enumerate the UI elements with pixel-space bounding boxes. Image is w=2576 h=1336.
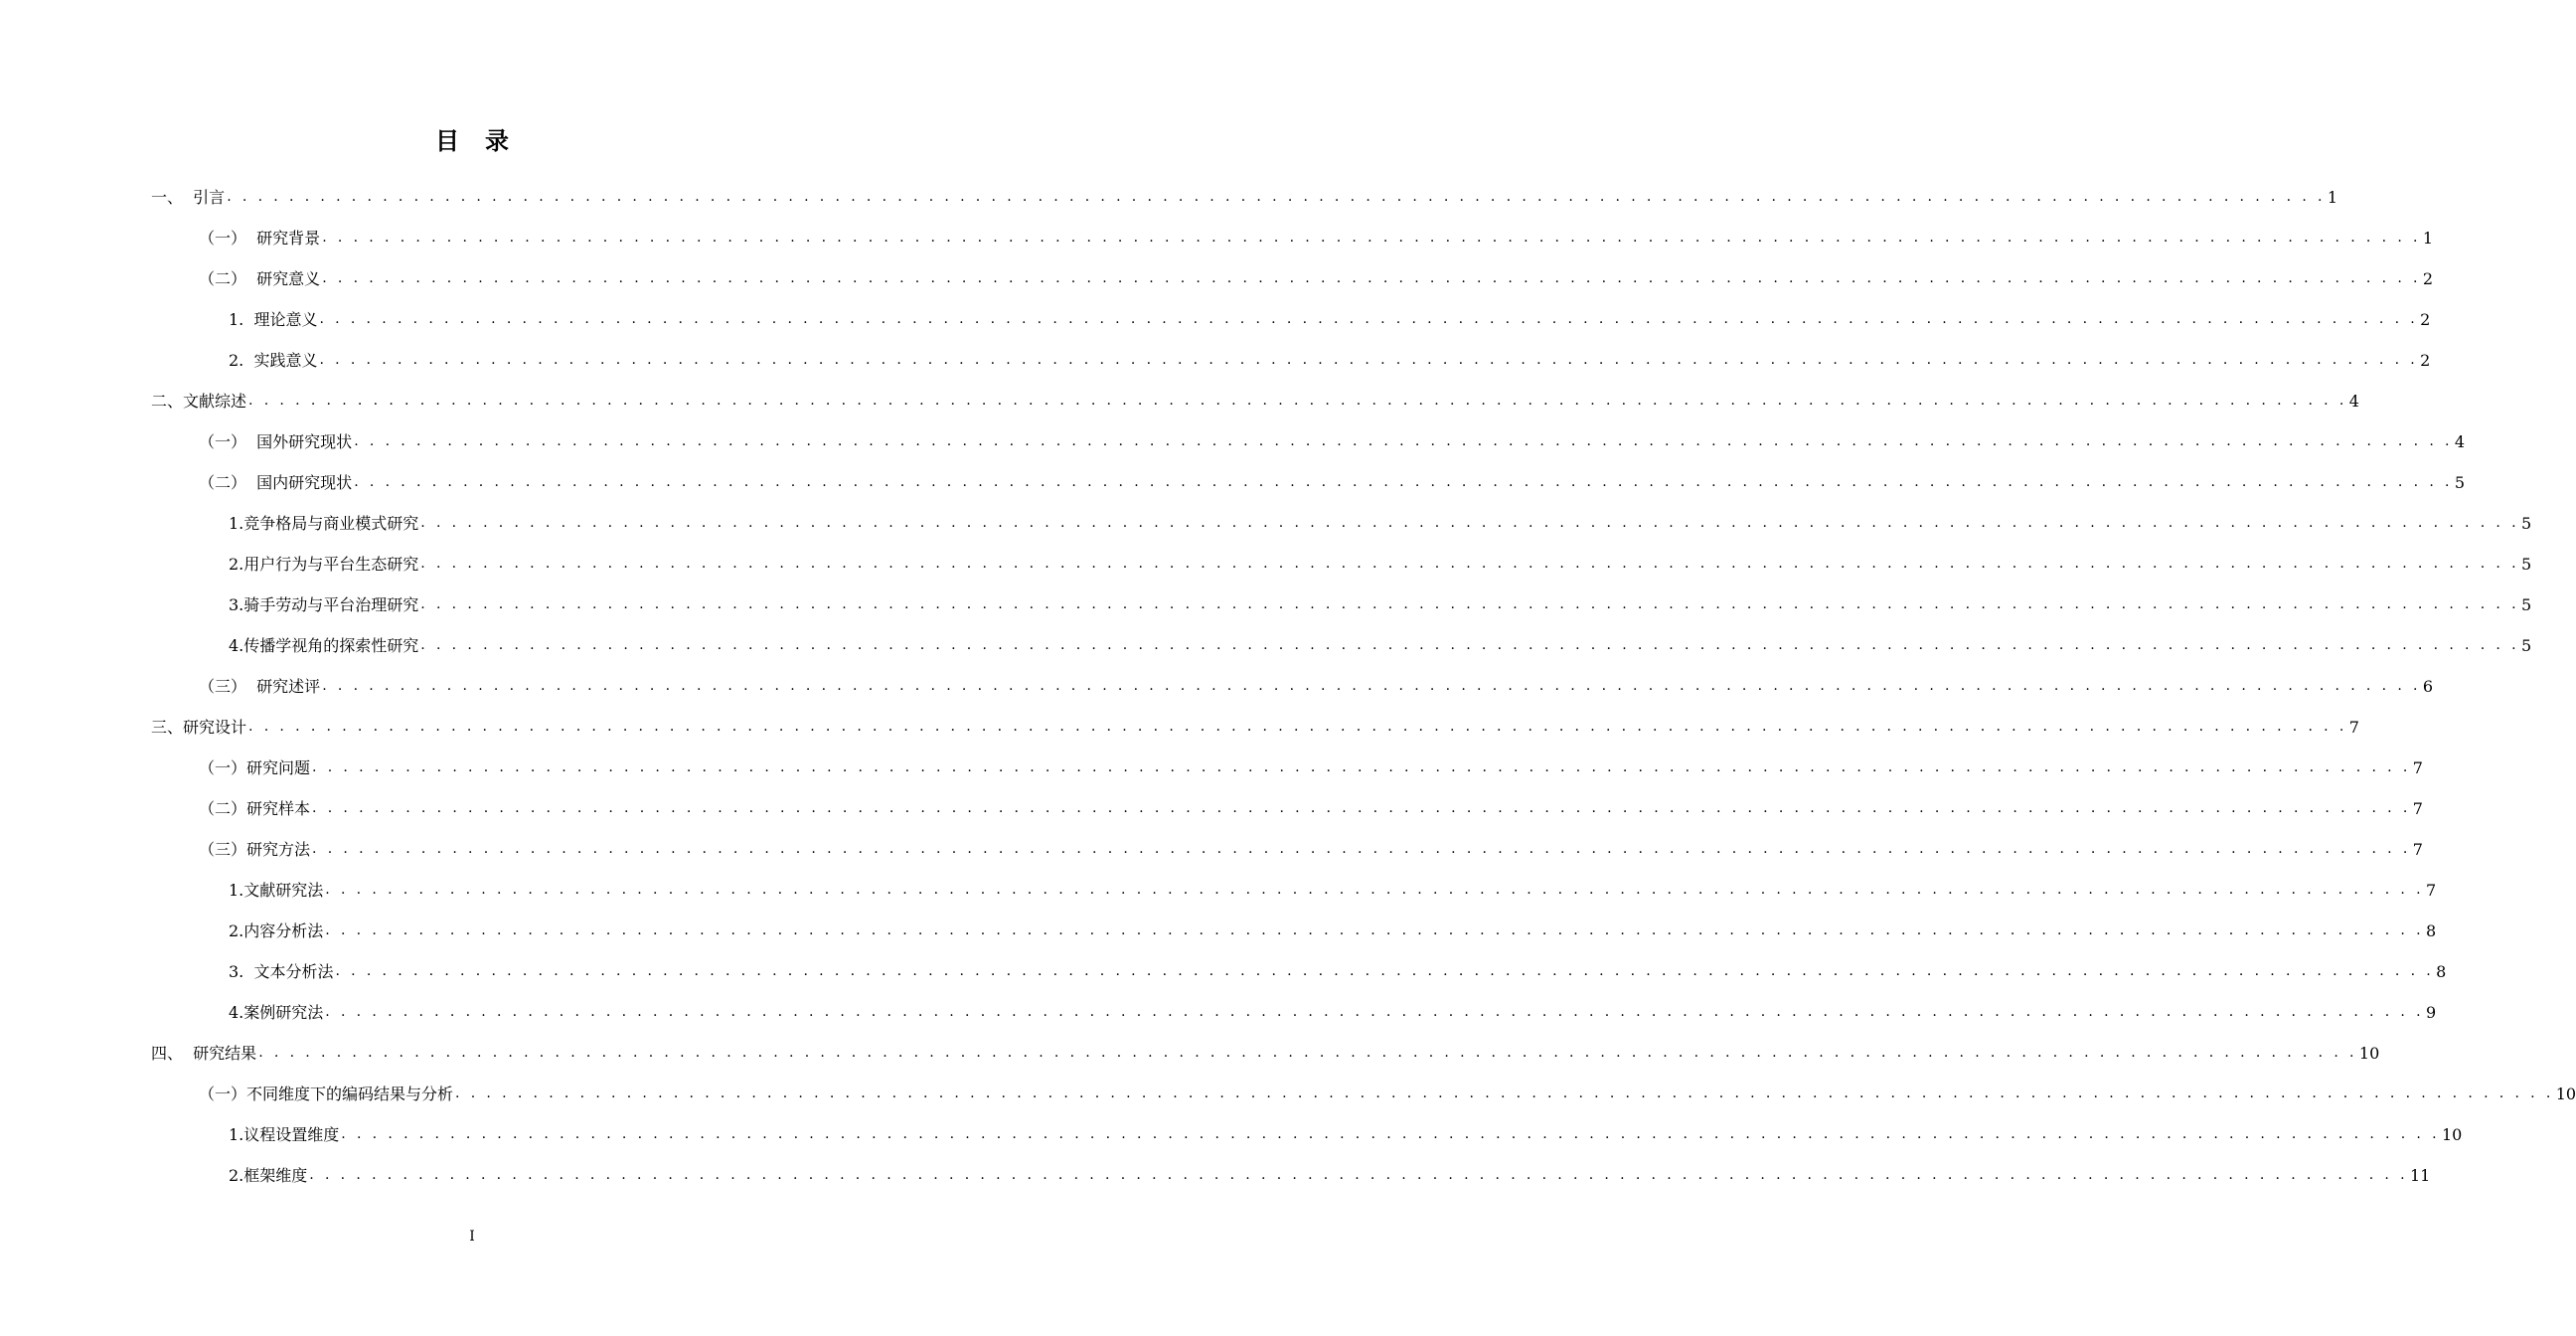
toc-entry-page: 1: [2422, 229, 2434, 248]
toc-leader: . . . . . . . . . . . . . . . . . . . . . . . . . . . . . . . . . . . . . . . . . . . . . . . . . . . . . . . . . . . . . . . . . . . . . . . . . . . . . . . . . . . . . . . . . . . . . . . . . . . . . . . . . . . . . . . . . . . . . . . . . . . . . . . . . . . . . . .: [455, 1086, 2554, 1101]
toc-entry[interactable]: [199, 1074, 2576, 1114]
toc-leader: . . . . . . . . . . . . . . . . . . . . . . . . . . . . . . . . . . . . . . . . . . . . . . . . . . . . . . . . . . . . . . . . . . . . . . . . . . . . . . . . . . . . . . . . . . . . . . . . . . . . . . . . . . . . . . . . . . . . . . . . . . . . . . . . . . . . . . .: [312, 841, 2411, 857]
toc-entry-label: （一） 国外研究现状: [199, 432, 353, 451]
toc-entry-label: 2.框架维度: [229, 1166, 308, 1185]
page-number: I: [469, 1229, 475, 1245]
toc-entry-page: 10: [2441, 1125, 2463, 1144]
toc-entry-label: 四、 研究结果: [151, 1044, 257, 1063]
toc-entry-label: 3.骑手劳动与平台治理研究: [229, 595, 419, 614]
toc-title-char-1: 目: [435, 126, 459, 155]
toc-leader: . . . . . . . . . . . . . . . . . . . . . . . . . . . . . . . . . . . . . . . . . . . . . . . . . . . . . . . . . . . . . . . . . . . . . . . . . . . . . . . . . . . . . . . . . . . . . . . . . . . . . . . . . . . . . . . . . . . . . . . . . . . . . . . . . . . . . . .: [325, 1004, 2424, 1020]
toc-entry-label: 3. 文本分析法: [229, 962, 334, 981]
toc-leader: . . . . . . . . . . . . . . . . . . . . . . . . . . . . . . . . . . . . . . . . . . . . . . . . . . . . . . . . . . . . . . . . . . . . . . . . . . . . . . . . . . . . . . . . . . . . . . . . . . . . . . . . . . . . . . . . . . . . . . . . . . . . . . . . . . . . . . .: [420, 637, 2519, 653]
toc-leader: . . . . . . . . . . . . . . . . . . . . . . . . . . . . . . . . . . . . . . . . . . . . . . . . . . . . . . . . . . . . . . . . . . . . . . . . . . . . . . . . . . . . . . . . . . . . . . . . . . . . . . . . . . . . . . . . . . . . . . . . . . . . . . . . . . . . . . .: [322, 270, 2421, 286]
toc-entry-page: 7: [2348, 718, 2359, 737]
toc-entry[interactable]: [151, 1033, 2380, 1074]
toc-entry-page: 7: [2412, 840, 2423, 859]
toc-title-char-2: 录: [485, 126, 509, 155]
toc-leader: . . . . . . . . . . . . . . . . . . . . . . . . . . . . . . . . . . . . . . . . . . . . . . . . . . . . . . . . . . . . . . . . . . . . . . . . . . . . . . . . . . . . . . . . . . . . . . . . . . . . . . . . . . . . . . . . . . . . . . . . . . . . . . . . . . . . . . .: [341, 1126, 2440, 1142]
toc-entry-label: （一）不同维度下的编码结果与分析: [199, 1085, 454, 1103]
toc-leader: . . . . . . . . . . . . . . . . . . . . . . . . . . . . . . . . . . . . . . . . . . . . . . . . . . . . . . . . . . . . . . . . . . . . . . . . . . . . . . . . . . . . . . . . . . . . . . . . . . . . . . . . . . . . . . . . . . . . . . . . . . . . . . . . . . . . . . .: [325, 882, 2424, 898]
toc-entry-page: 1: [2327, 188, 2338, 207]
toc-entry-page: 7: [2412, 799, 2423, 818]
toc-entry-page: 7: [2425, 881, 2437, 900]
toc-entry[interactable]: [199, 218, 2434, 258]
toc-entry-label: 三、研究设计: [151, 718, 247, 737]
toc-leader: . . . . . . . . . . . . . . . . . . . . . . . . . . . . . . . . . . . . . . . . . . . . . . . . . . . . . . . . . . . . . . . . . . . . . . . . . . . . . . . . . . . . . . . . . . . . . . . . . . . . . . . . . . . . . . . . . . . . . . . . . . . . . . . . . . . . . . .: [309, 1167, 2408, 1183]
toc-entry[interactable]: [229, 951, 2447, 992]
toc-entry[interactable]: [229, 992, 2437, 1033]
toc-entry-page: 5: [2520, 555, 2532, 574]
toc-leader: . . . . . . . . . . . . . . . . . . . . . . . . . . . . . . . . . . . . . . . . . . . . . . . . . . . . . . . . . . . . . . . . . . . . . . . . . . . . . . . . . . . . . . . . . . . . . . . . . . . . . . . . . . . . . . . . . . . . . . . . . . . . . . . . . . . . . . .: [335, 963, 2435, 979]
toc-title: [0, 123, 944, 159]
toc-entry-label: 二、文献综述: [151, 392, 247, 411]
toc-entry-label: 一、 引言: [151, 188, 226, 207]
toc-leader: . . . . . . . . . . . . . . . . . . . . . . . . . . . . . . . . . . . . . . . . . . . . . . . . . . . . . . . . . . . . . . . . . . . . . . . . . . . . . . . . . . . . . . . . . . . . . . . . . . . . . . . . . . . . . . . . . . . . . . . . . . . . . . . . . . . . . . .: [312, 759, 2411, 775]
toc-entry-label: 1.文献研究法: [229, 881, 324, 900]
toc-entry[interactable]: [199, 666, 2434, 707]
toc-entry-page: 11: [2409, 1166, 2431, 1185]
toc-leader: . . . . . . . . . . . . . . . . . . . . . . . . . . . . . . . . . . . . . . . . . . . . . . . . . . . . . . . . . . . . . . . . . . . . . . . . . . . . . . . . . . . . . . . . . . . . . . . . . . . . . . . . . . . . . . . . . . . . . . . . . . . . . . . . . . . . . . .: [354, 433, 2453, 449]
toc-leader: . . . . . . . . . . . . . . . . . . . . . . . . . . . . . . . . . . . . . . . . . . . . . . . . . . . . . . . . . . . . . . . . . . . . . . . . . . . . . . . . . . . . . . . . . . . . . . . . . . . . . . . . . . . . . . . . . . . . . . . . . . . . . . . . . . . . . . .: [312, 800, 2411, 816]
toc-entry-page: 5: [2520, 514, 2532, 533]
toc-entry[interactable]: [229, 299, 2431, 340]
toc-entry[interactable]: [199, 748, 2423, 788]
toc-leader: . . . . . . . . . . . . . . . . . . . . . . . . . . . . . . . . . . . . . . . . . . . . . . . . . . . . . . . . . . . . . . . . . . . . . . . . . . . . . . . . . . . . . . . . . . . . . . . . . . . . . . . . . . . . . . . . . . . . . . . . . . . . . . . . . . . . . . .: [227, 189, 2326, 205]
toc-entry-label: （三）研究方法: [199, 840, 311, 859]
toc-leader: . . . . . . . . . . . . . . . . . . . . . . . . . . . . . . . . . . . . . . . . . . . . . . . . . . . . . . . . . . . . . . . . . . . . . . . . . . . . . . . . . . . . . . . . . . . . . . . . . . . . . . . . . . . . . . . . . . . . . . . . . . . . . . . . . . . . . . .: [322, 230, 2421, 246]
toc-entry-label: （二） 国内研究现状: [199, 473, 353, 492]
toc-entry-page: 4: [2348, 392, 2359, 411]
toc-entry-page: 2: [2422, 269, 2434, 288]
toc-entry-label: 2.用户行为与平台生态研究: [229, 555, 419, 574]
toc-leader: . . . . . . . . . . . . . . . . . . . . . . . . . . . . . . . . . . . . . . . . . . . . . . . . . . . . . . . . . . . . . . . . . . . . . . . . . . . . . . . . . . . . . . . . . . . . . . . . . . . . . . . . . . . . . . . . . . . . . . . . . . . . . . . . . . . . . . .: [319, 311, 2419, 327]
toc-leader: . . . . . . . . . . . . . . . . . . . . . . . . . . . . . . . . . . . . . . . . . . . . . . . . . . . . . . . . . . . . . . . . . . . . . . . . . . . . . . . . . . . . . . . . . . . . . . . . . . . . . . . . . . . . . . . . . . . . . . . . . . . . . . . . . . . . . . .: [248, 393, 2347, 409]
toc-entry-page: 9: [2425, 1003, 2437, 1022]
toc-entry[interactable]: [229, 503, 2532, 544]
toc-entry[interactable]: [229, 1114, 2463, 1155]
toc-entry[interactable]: [229, 625, 2532, 666]
toc-leader: . . . . . . . . . . . . . . . . . . . . . . . . . . . . . . . . . . . . . . . . . . . . . . . . . . . . . . . . . . . . . . . . . . . . . . . . . . . . . . . . . . . . . . . . . . . . . . . . . . . . . . . . . . . . . . . . . . . . . . . . . . . . . . . . . . . . . . .: [325, 922, 2424, 938]
toc-entry[interactable]: [229, 1155, 2431, 1196]
toc-entry[interactable]: [229, 911, 2437, 951]
toc-entry-page: 4: [2454, 432, 2466, 451]
toc-leader: . . . . . . . . . . . . . . . . . . . . . . . . . . . . . . . . . . . . . . . . . . . . . . . . . . . . . . . . . . . . . . . . . . . . . . . . . . . . . . . . . . . . . . . . . . . . . . . . . . . . . . . . . . . . . . . . . . . . . . . . . . . . . . . . . . . . . . .: [354, 474, 2453, 490]
toc-leader: . . . . . . . . . . . . . . . . . . . . . . . . . . . . . . . . . . . . . . . . . . . . . . . . . . . . . . . . . . . . . . . . . . . . . . . . . . . . . . . . . . . . . . . . . . . . . . . . . . . . . . . . . . . . . . . . . . . . . . . . . . . . . . . . . . . . . . .: [319, 352, 2419, 368]
toc-entry[interactable]: [199, 462, 2466, 503]
toc-entry-label: （一）研究问题: [199, 758, 311, 777]
toc-leader: . . . . . . . . . . . . . . . . . . . . . . . . . . . . . . . . . . . . . . . . . . . . . . . . . . . . . . . . . . . . . . . . . . . . . . . . . . . . . . . . . . . . . . . . . . . . . . . . . . . . . . . . . . . . . . . . . . . . . . . . . . . . . . . . . . . . . . .: [248, 719, 2347, 735]
toc-entry-label: 4.传播学视角的探索性研究: [229, 636, 419, 655]
toc-entry-page: 6: [2422, 677, 2434, 696]
toc-entry[interactable]: [229, 584, 2532, 625]
toc-entry-label: 2.内容分析法: [229, 921, 324, 940]
toc-entry[interactable]: [199, 788, 2423, 829]
toc-entry-page: 5: [2454, 473, 2466, 492]
toc-entry-page: 5: [2520, 636, 2532, 655]
toc-entry-page: 7: [2412, 758, 2423, 777]
toc-entry[interactable]: [229, 544, 2532, 584]
toc-entry-page: 2: [2420, 351, 2431, 370]
toc-entry-page: 10: [2555, 1085, 2576, 1103]
toc-entry-page: 8: [2425, 921, 2437, 940]
toc-entry-label: （二）研究样本: [199, 799, 311, 818]
toc-entry-label: （二） 研究意义: [199, 269, 321, 288]
toc-entry[interactable]: [229, 340, 2431, 381]
toc-entry-label: 1.竞争格局与商业模式研究: [229, 514, 419, 533]
toc-entry-page: 8: [2436, 962, 2447, 981]
toc-entry-page: 10: [2358, 1044, 2380, 1063]
toc-entry-label: 1.议程设置维度: [229, 1125, 340, 1144]
toc-entry-label: （一） 研究背景: [199, 229, 321, 248]
toc-entry-label: 2. 实践意义: [229, 351, 318, 370]
toc-entry[interactable]: [151, 381, 2359, 421]
toc-entry-page: 2: [2420, 310, 2431, 329]
toc-leader: . . . . . . . . . . . . . . . . . . . . . . . . . . . . . . . . . . . . . . . . . . . . . . . . . . . . . . . . . . . . . . . . . . . . . . . . . . . . . . . . . . . . . . . . . . . . . . . . . . . . . . . . . . . . . . . . . . . . . . . . . . . . . . . . . . . . . . .: [258, 1045, 2357, 1061]
toc-leader: . . . . . . . . . . . . . . . . . . . . . . . . . . . . . . . . . . . . . . . . . . . . . . . . . . . . . . . . . . . . . . . . . . . . . . . . . . . . . . . . . . . . . . . . . . . . . . . . . . . . . . . . . . . . . . . . . . . . . . . . . . . . . . . . . . . . . . .: [420, 515, 2519, 531]
toc-leader: . . . . . . . . . . . . . . . . . . . . . . . . . . . . . . . . . . . . . . . . . . . . . . . . . . . . . . . . . . . . . . . . . . . . . . . . . . . . . . . . . . . . . . . . . . . . . . . . . . . . . . . . . . . . . . . . . . . . . . . . . . . . . . . . . . . . . . .: [420, 556, 2519, 572]
toc-entry-page: 5: [2520, 595, 2532, 614]
toc-entry-label: 4.案例研究法: [229, 1003, 324, 1022]
toc-entry[interactable]: [199, 421, 2466, 462]
toc-entry[interactable]: [199, 829, 2423, 870]
toc-entry-label: 1. 理论意义: [229, 310, 318, 329]
toc-leader: . . . . . . . . . . . . . . . . . . . . . . . . . . . . . . . . . . . . . . . . . . . . . . . . . . . . . . . . . . . . . . . . . . . . . . . . . . . . . . . . . . . . . . . . . . . . . . . . . . . . . . . . . . . . . . . . . . . . . . . . . . . . . . . . . . . . . . .: [322, 678, 2421, 694]
toc-entry[interactable]: [229, 870, 2437, 911]
toc-leader: . . . . . . . . . . . . . . . . . . . . . . . . . . . . . . . . . . . . . . . . . . . . . . . . . . . . . . . . . . . . . . . . . . . . . . . . . . . . . . . . . . . . . . . . . . . . . . . . . . . . . . . . . . . . . . . . . . . . . . . . . . . . . . . . . . . . . . .: [420, 596, 2519, 612]
toc-entry[interactable]: [151, 177, 2338, 218]
toc-entry-label: （三） 研究述评: [199, 677, 321, 696]
toc-entry[interactable]: [151, 707, 2359, 748]
toc-entry[interactable]: [199, 258, 2434, 299]
